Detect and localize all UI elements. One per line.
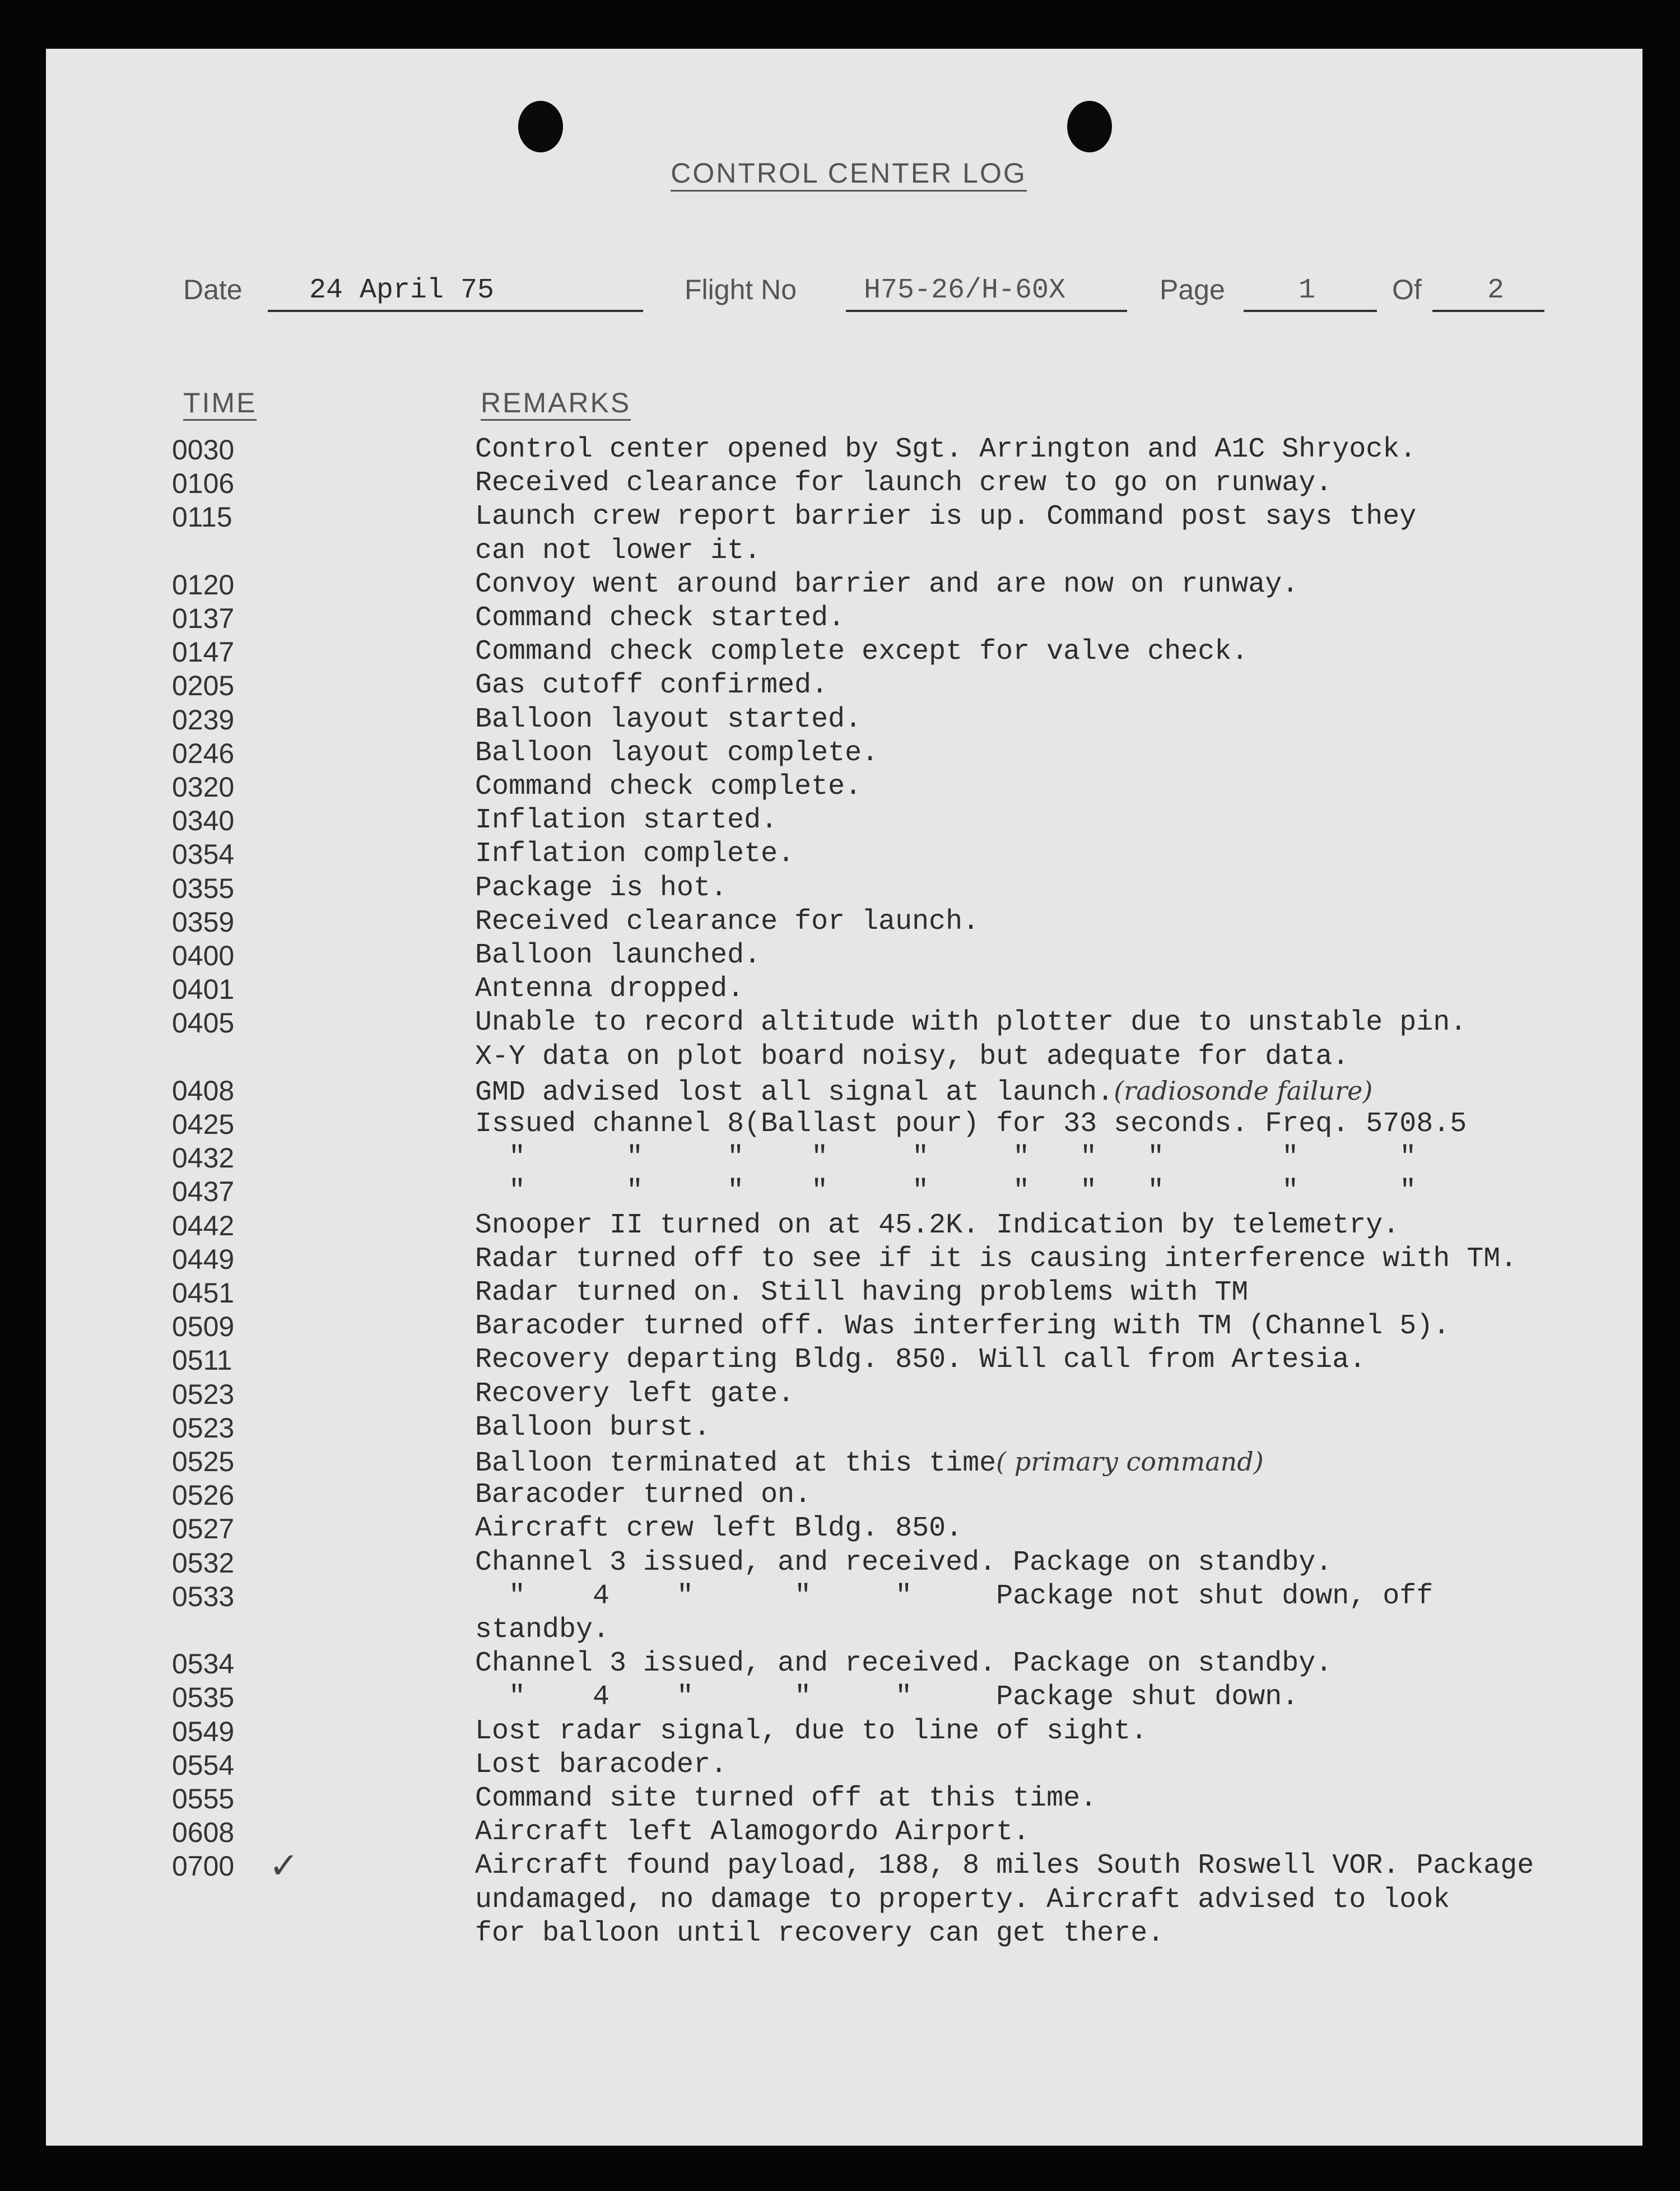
entry-time: 0549 [172, 1715, 235, 1747]
log-row [0, 1175, 1680, 1208]
log-row [0, 1006, 1680, 1040]
page-underline [1244, 310, 1377, 312]
log-row [0, 737, 1680, 770]
entry-time: 0354 [172, 839, 235, 871]
entry-time: 0320 [172, 771, 235, 803]
entry-remark [475, 1276, 1248, 1310]
entry-remark [475, 1782, 1097, 1816]
handwritten-note: ( primary command) [996, 1446, 1264, 1477]
date-value: 24 April 75 [309, 275, 495, 306]
entry-remark [475, 770, 862, 804]
entry-remark [475, 1310, 1450, 1343]
log-row [0, 534, 1680, 568]
entry-remark [475, 534, 761, 568]
remark-text: Balloon layout complete. [475, 737, 879, 769]
remark-text: Launch crew report barrier is up. Command post says they [475, 501, 1417, 533]
entry-time: 0535 [172, 1682, 235, 1714]
of-label: Of [1392, 274, 1422, 305]
log-row [0, 669, 1680, 703]
log-row [0, 1782, 1680, 1816]
log-row [0, 1378, 1680, 1411]
entry-time: 0511 [172, 1345, 232, 1376]
entry-time: 0533 [172, 1580, 235, 1612]
log-row [0, 1512, 1680, 1546]
checkmark-icon: ✓ [269, 1845, 299, 1887]
entry-remark [475, 1411, 710, 1445]
remark-text: for balloon until recovery can get there. [475, 1917, 1165, 1950]
remark-text: Package is hot. [475, 872, 728, 904]
entry-remark [475, 500, 1416, 534]
of-value: 2 [1487, 275, 1505, 306]
remark-text: standby. [475, 1614, 610, 1646]
log-row [0, 1343, 1680, 1377]
entry-remark [475, 1141, 1416, 1175]
log-row [0, 433, 1680, 467]
entry-time: 0554 [172, 1749, 235, 1781]
entry-remark [475, 1343, 1366, 1377]
entry-remark [475, 1478, 811, 1512]
entry-time: 0147 [172, 636, 235, 668]
log-row [0, 1546, 1680, 1580]
log-row [0, 1681, 1680, 1714]
entry-remark [475, 1613, 609, 1647]
remark-text: Channel 3 issued, and received. Package on standby. [475, 1546, 1333, 1579]
remark-text: Channel 3 issued, and received. Package on standby. [475, 1648, 1333, 1680]
remark-text: " " " " " " " " " " [475, 1142, 1417, 1174]
flight-label: Flight No [685, 274, 797, 305]
log-row [0, 905, 1680, 939]
remark-text: Lost baracoder. [475, 1748, 728, 1781]
log-row [0, 838, 1680, 871]
entry-remark [475, 703, 862, 737]
log-row [0, 1141, 1680, 1175]
remark-text: undamaged, no damage to property. Aircraft advised to look [475, 1883, 1450, 1916]
log-row [0, 1917, 1680, 1951]
entry-remark [475, 1378, 794, 1411]
entry-remark [475, 1006, 1467, 1040]
entry-time: 0432 [172, 1142, 235, 1174]
log-row [0, 1411, 1680, 1445]
remark-text: Gas cutoff confirmed. [475, 669, 829, 702]
entry-time: 0509 [172, 1311, 235, 1343]
entry-remark [475, 1209, 1399, 1243]
flight-underline [846, 310, 1127, 312]
log-row [0, 1243, 1680, 1276]
punch-hole [518, 101, 563, 152]
remark-text: Baracoder turned on. [475, 1479, 812, 1511]
entry-remark [475, 804, 778, 838]
entry-remark [475, 1243, 1517, 1276]
time-column-header: TIME [183, 387, 257, 421]
entry-time: 0437 [172, 1176, 235, 1208]
entry-remark [475, 1074, 1372, 1110]
remark-text: Command check started. [475, 602, 845, 634]
remark-text: " 4 " " " Package shut down. [475, 1681, 1299, 1714]
entry-remark [475, 669, 828, 703]
log-row [0, 1209, 1680, 1243]
entry-time: 0700 [172, 1850, 235, 1882]
remark-text: Control center opened by Sgt. Arrington and A1C Shryock. [475, 434, 1417, 466]
entry-time: 0555 [172, 1783, 235, 1815]
entry-remark [475, 602, 845, 635]
entry-remark [475, 568, 1299, 602]
remark-text: Inflation complete. [475, 838, 795, 871]
entry-remark [475, 1917, 1164, 1951]
entry-time: 0030 [172, 434, 235, 466]
remark-text: GMD advised lost all signal at launch. [475, 1076, 1114, 1109]
log-row [0, 973, 1680, 1006]
log-row [0, 939, 1680, 973]
entry-remark [475, 973, 744, 1006]
page-label: Page [1160, 274, 1225, 305]
entry-remark [475, 1546, 1332, 1580]
entry-time: 0137 [172, 603, 235, 634]
entry-remark [475, 635, 1248, 669]
entry-time: 0425 [172, 1109, 235, 1140]
remark-text: Convoy went around barrier and are now on runway. [475, 568, 1299, 601]
entry-remark [475, 838, 794, 871]
entry-time: 0246 [172, 737, 235, 769]
remark-text: " 4 " " " Package not shut down, off [475, 1580, 1434, 1612]
entry-remark [475, 1512, 962, 1546]
entry-remark [475, 737, 878, 770]
remark-text: Snooper II turned on at 45.2K. Indication by telemetry. [475, 1209, 1400, 1241]
entry-remark [475, 1040, 1349, 1074]
remark-text: Balloon launched. [475, 939, 761, 971]
entry-time: 0534 [172, 1648, 235, 1680]
entry-remark [475, 1748, 727, 1782]
remark-text: " " " " " " " " " " [475, 1175, 1417, 1208]
log-row [0, 703, 1680, 737]
entry-remark [475, 1647, 1332, 1681]
remark-text: Aircraft left Alamogordo Airport. [475, 1816, 1030, 1849]
entry-time: 0525 [172, 1446, 235, 1477]
remark-text: X-Y data on plot board noisy, but adequate for data. [475, 1040, 1349, 1073]
remark-text: Inflation started. [475, 804, 778, 837]
log-row [0, 770, 1680, 804]
log-row [0, 1883, 1680, 1917]
entry-time: 0205 [172, 670, 235, 702]
entry-remark [475, 467, 1332, 500]
remark-text: Unable to record altitude with plotter due to unstable pin. [475, 1007, 1467, 1039]
log-row [0, 602, 1680, 635]
entry-time: 0359 [172, 906, 235, 938]
remark-text: Antenna dropped. [475, 973, 744, 1006]
entry-remark [475, 1175, 1416, 1208]
log-row [0, 1715, 1680, 1748]
page-title [0, 157, 1680, 189]
remark-text: Aircraft crew left Bldg. 850. [475, 1513, 963, 1545]
remark-text: Received clearance for launch crew to go on runway. [475, 467, 1333, 500]
remark-text: Command site turned off at this time. [475, 1783, 1097, 1815]
entry-remark [475, 1681, 1299, 1714]
remark-text: Recovery left gate. [475, 1378, 795, 1410]
log-row [0, 568, 1680, 602]
remark-text: Baracoder turned off. Was interfering with TM (Channel 5). [475, 1310, 1450, 1343]
entry-time: 0400 [172, 940, 235, 971]
entry-time: 0532 [172, 1547, 235, 1579]
remark-text: Command check complete. [475, 771, 862, 803]
remark-text: Lost radar signal, due to line of sight. [475, 1715, 1148, 1747]
remark-text: Received clearance for launch. [475, 905, 980, 938]
remarks-column-header: REMARKS [481, 387, 631, 421]
entry-time: 0115 [172, 501, 232, 533]
of-underline [1432, 310, 1544, 312]
entry-time: 0120 [172, 569, 235, 601]
entry-time: 0523 [172, 1378, 235, 1410]
log-row [0, 1445, 1680, 1478]
entry-time: 0106 [172, 468, 235, 500]
flight-value: H75-26/H-60X [864, 275, 1066, 306]
entry-remark [475, 1849, 1534, 1883]
entry-remark [475, 872, 727, 905]
entry-time: 0442 [172, 1210, 235, 1241]
entry-time: 0239 [172, 704, 235, 736]
remark-text: Radar turned off to see if it is causing interference with TM. [475, 1243, 1518, 1275]
punch-hole [1067, 101, 1112, 152]
log-row [0, 1074, 1680, 1108]
remark-text: Issued channel 8(Ballast pour) for 33 seconds. Freq. 5708.5 [475, 1108, 1467, 1140]
entry-remark [475, 905, 979, 939]
entry-remark [475, 1816, 1030, 1849]
remark-text: Recovery departing Bldg. 850. Will call from Artesia. [475, 1344, 1366, 1376]
entry-remark [475, 1445, 1264, 1481]
log-row [0, 635, 1680, 669]
log-row [0, 1580, 1680, 1613]
entry-time: 0405 [172, 1007, 235, 1039]
entry-time: 0608 [172, 1817, 235, 1849]
entry-remark [475, 1108, 1467, 1141]
log-row [0, 1310, 1680, 1343]
page-value: 1 [1299, 275, 1316, 306]
entry-remark [475, 939, 761, 973]
log-row [0, 1276, 1680, 1310]
remark-text: Balloon burst. [475, 1411, 711, 1444]
entry-time: 0526 [172, 1480, 235, 1511]
entry-time: 0449 [172, 1243, 235, 1275]
log-row [0, 1845, 1680, 1887]
date-underline [268, 310, 643, 312]
log-row [0, 1108, 1680, 1141]
log-row [0, 1816, 1680, 1849]
log-row [0, 804, 1680, 838]
log-row [0, 1040, 1680, 1074]
entry-time: 0340 [172, 805, 235, 837]
remark-text: can not lower it. [475, 534, 761, 567]
entry-time: 0401 [172, 974, 235, 1006]
log-row [0, 1478, 1680, 1512]
log-row [0, 467, 1680, 500]
entry-remark [475, 1883, 1450, 1917]
log-row [0, 872, 1680, 905]
remark-text: Command check complete except for valve check. [475, 636, 1249, 668]
log-row [0, 500, 1680, 534]
entry-remark [475, 1580, 1433, 1613]
entry-time: 0355 [172, 872, 235, 904]
remark-text: Balloon layout started. [475, 703, 862, 736]
entry-time: 0451 [172, 1277, 235, 1309]
title-text: CONTROL CENTER LOG [671, 157, 1027, 192]
entry-time: 0408 [172, 1074, 235, 1106]
remark-text: Radar turned on. Still having problems with TM [475, 1277, 1249, 1309]
entry-time: 0523 [172, 1412, 235, 1444]
remark-text: Aircraft found payload, 188, 8 miles South Roswell VOR. Package [475, 1850, 1534, 1882]
entry-remark [475, 1715, 1147, 1748]
log-row [0, 1647, 1680, 1681]
entry-time: 0527 [172, 1513, 235, 1545]
log-row [0, 1613, 1680, 1647]
entry-remark [475, 433, 1416, 467]
date-label: Date [183, 274, 243, 305]
handwritten-note: (radiosonde failure) [1114, 1075, 1373, 1106]
log-row [0, 1748, 1680, 1782]
remark-text: Balloon terminated at this time [475, 1448, 997, 1480]
